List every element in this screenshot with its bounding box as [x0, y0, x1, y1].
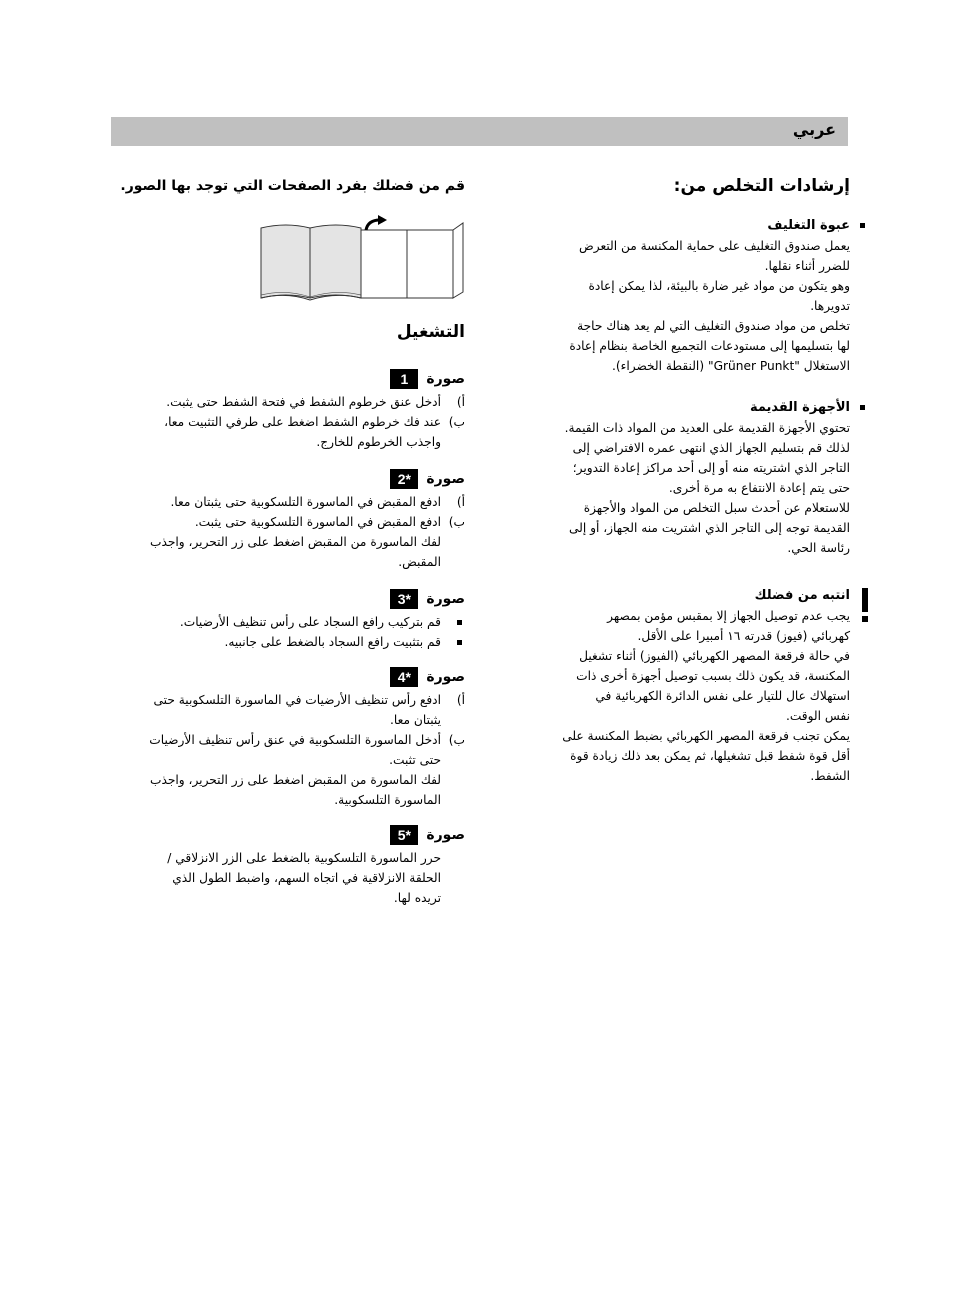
unfold-note: قم من فضلك بفرد الصفحات التي توجد بها الصور. — [120, 178, 465, 194]
bullet-icon — [457, 620, 462, 625]
figure-4-section — [110, 666, 465, 810]
bullet-icon — [860, 223, 865, 228]
figure-label: صورة — [426, 371, 465, 387]
figure-label: صورة — [426, 669, 465, 685]
figure-label: صورة — [426, 591, 465, 607]
figure-5-text: حرر الماسورة التلسكوبية بالضغط على الزر الانزلاقي / الحلقة الانزلاقية في اتجاه السهم، واضبط الطول الذي تريده لها. — [167, 851, 441, 905]
figure-label: صورة — [426, 827, 465, 843]
language-header-bar — [111, 117, 848, 146]
old-devices-heading: الأجهزة القديمة — [749, 400, 850, 415]
figure-number-badge: 2* — [390, 469, 418, 489]
operation-title: التشغيل — [396, 322, 465, 342]
packaging-text: يعمل صندوق التغليف على حماية المكنسة من التعرض للضرر أثناء نقلها. وهو يتكون من مواد غير ضارة بالبيئة، لذا يمكن إعادة تدويرها. تخلص من مواد صندوق التغليف التي لم يعد هناك حاجة لها بتسليمها إلى مستودعات التجميع الخاصة بنظام إعادة الاستغلال "Grüner Punkt" (النقطة الخضراء). — [569, 239, 850, 373]
caution-section — [490, 586, 850, 786]
caution-heading: انتبه من فضلك — [754, 588, 850, 603]
figure-label: صورة — [426, 471, 465, 487]
packaging-section — [490, 216, 850, 376]
old-devices-section — [490, 398, 850, 558]
step-b: ب) ادفع المقبض في الماسورة التلسكوبية حتى يثبت. لفك الماسورة من المقبض اضغط على زر التحرير، واجذب المقبض. — [149, 515, 465, 569]
figure-2-section — [110, 468, 465, 572]
figure-5-section — [110, 824, 465, 908]
exclamation-icon — [860, 588, 870, 624]
disposal-column — [490, 172, 850, 812]
figure-number-badge: 1 — [390, 369, 418, 389]
packaging-heading: عبوة التغليف — [767, 218, 850, 233]
step-a: أ) ادفع المقبض في الماسورة التلسكوبية حتى يثبتان معا. — [170, 495, 465, 509]
figure-number-badge: 5* — [390, 825, 418, 845]
step-b: ب) عند فك خرطوم الشفط اضغط على طرفي التثبيت معا، واجذب الخرطوم للخارج. — [164, 415, 465, 449]
figure-1-section — [110, 368, 465, 452]
step-a: أ) أدخل عنق خرطوم الشفط في فتحة الشفط حتى يثبت. — [166, 395, 465, 409]
disposal-title: إرشادات التخلص من: — [673, 176, 850, 196]
caution-text: يجب عدم توصيل الجهاز إلا بمقبس مؤمن بمصهر كهربائي (فيوز) قدرته ١٦ أمبيرا على الأقل. في حالة فرقعة المصهر الكهربائي (الفيوز) أثناء تشغيل المكنسة، قد يكون ذلك بسبب توصيل أجهزة أخرى ذات استهلاك عال للتيار على نفس الدائرة الكهربائية في نفس الوقت. يمكن تجنب فرقعة المصهر الكهربائي بضبط المكنسة على أقل قوة شفط قبل تشغيلها، ثم يمكن بعد ذلك زيادة قوة الشفط. — [562, 609, 850, 783]
figure-number-badge: 3* — [390, 589, 418, 609]
bullet-icon — [457, 640, 462, 645]
bullet-icon — [860, 405, 865, 410]
language-label: عربي — [792, 120, 836, 139]
step-b: ب) أدخل الماسورة التلسكوبية في عنق رأس تنظيف الأرضيات حتى تثبت. لفك الماسورة من المقبض اضغط على زر التحرير، واجذب الماسورة التلسكوبية. — [149, 733, 465, 807]
old-devices-text: تحتوي الأجهزة القديمة على العديد من المواد ذات القيمة. لذلك قم بتسليم الجهاز الذي انتهى عمره الافتراضي إلى التاجر الذي اشتريته منه أو إلى أحد مراكز إعادة التدوير؛ حتى يتم إعادة الانتفاع به مرة أخرى. للاستعلام عن أحدث سبل التخلص من المواد والأجهزة القديمة توجه إلى التاجر الذي اشتريت منه الجهاز، أو إلى رئاسة الحي. — [564, 421, 850, 555]
step-a: أ) ادفع رأس تنظيف الأرضيات في الماسورة التلسكوبية حتى يثبتان معا. — [153, 693, 465, 727]
figure-3-section — [110, 588, 465, 652]
figure-number-badge: 4* — [390, 667, 418, 687]
operation-column — [110, 172, 465, 932]
bullet-item: قم بتثبيت رافع السجاد بالضغط على جانبيه. — [110, 632, 465, 652]
bullet-item: قم بتركيب رافع السجاد على رأس تنظيف الأرضيات. — [110, 612, 465, 632]
